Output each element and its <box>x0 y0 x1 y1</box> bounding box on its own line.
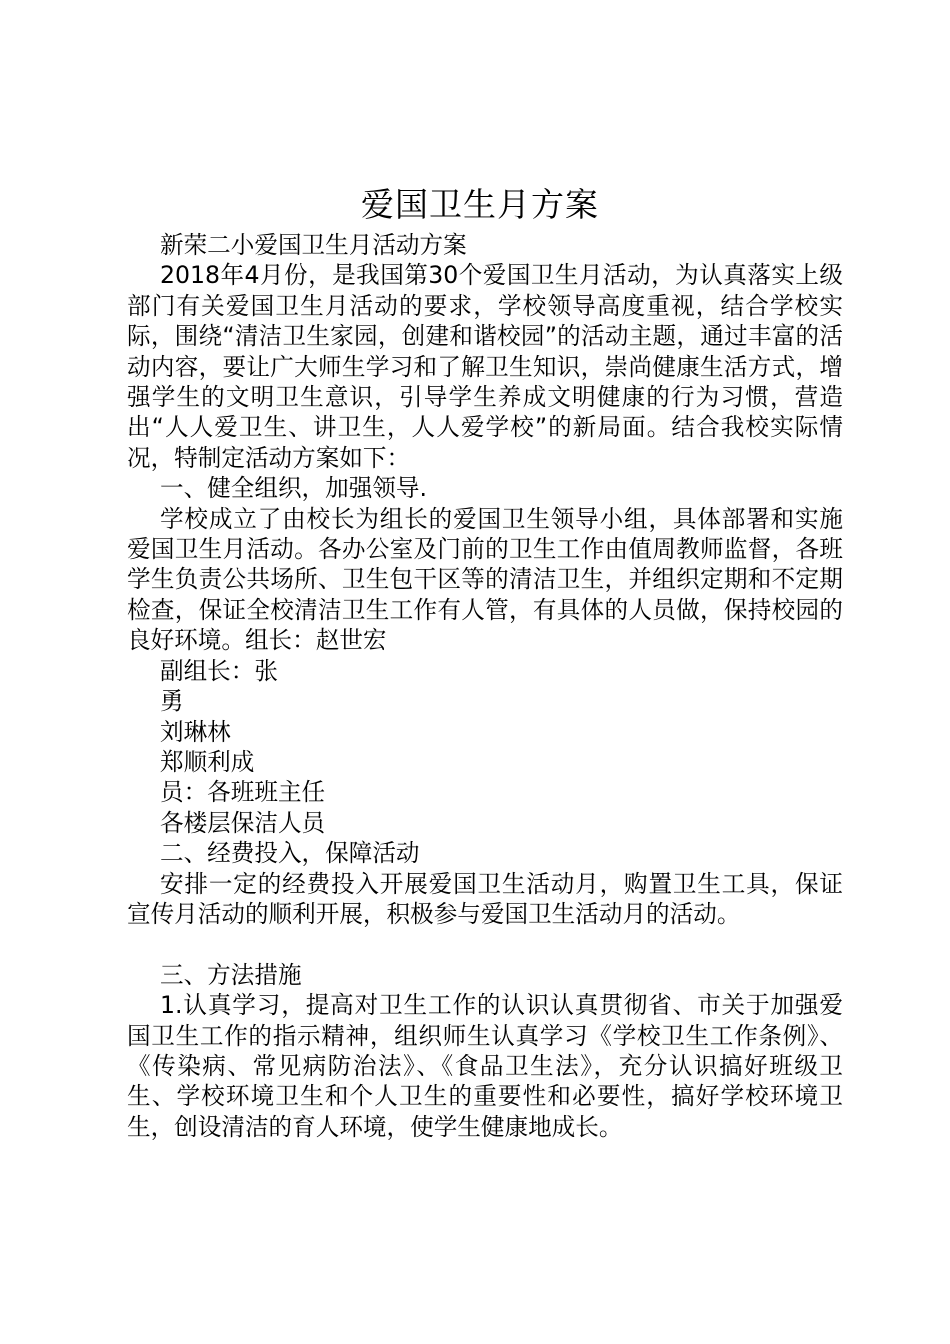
paragraph-organization: 学校成立了由校长为组长的爱国卫生领导小组，具体部署和实施爱国卫生月活动。各办公室及门前的卫生工作由值周教师监督，各班学生负责公共场所、卫生包干区等的清洁卫生，并组织定期和不定期检查，保证全校清洁卫生工作有人管，有具体的人员做，保持校园的良好环境。组长：赵世宏 <box>127 504 843 655</box>
member-line-members: 员：各班班主任 <box>160 778 326 807</box>
section-heading-2: 二、经费投入，保障活动 <box>160 839 420 868</box>
section-heading-1: 一、健全组织，加强领导. <box>160 474 428 503</box>
member-line-name: 勇 <box>160 687 184 716</box>
member-line-deputy: 副组长：张 <box>160 656 278 685</box>
paragraph-subtitle: 新荣二小爱国卫生月活动方案 <box>160 231 467 259</box>
member-line-name: 郑顺利成 <box>160 747 255 776</box>
document-body <box>127 230 843 1142</box>
member-line-name: 刘琳林 <box>160 717 231 746</box>
paragraph-intro: 2018年4月份，是我国第30个爱国卫生月活动，为认真落实上级部门有关爱国卫生月活动的要求，学校领导高度重视，结合学校实际，围绕“清洁卫生家园，创建和谐校园”的活动主题，通过丰富的活动内容，要让广大师生学习和了解卫生知识，崇尚健康生活方式，增强学生的文明卫生意识，引导学生养成文明健康的行为习惯，营造出“人人爱卫生、讲卫生，人人爱学校”的新局面。结合我校实际情况，特制定活动方案如下： <box>127 261 843 472</box>
paragraph-funding: 安排一定的经费投入开展爱国卫生活动月，购置卫生工具，保证宣传月活动的顺利开展，积极参与爱国卫生活动月的活动。 <box>127 869 843 928</box>
document-title: 爱国卫生月方案 <box>361 185 599 224</box>
paragraph-method-1: 1.认真学习，提高对卫生工作的认识认真贯彻省、市关于加强爱国卫生工作的指示精神，组织师生认真学习《学校卫生工作条例》、《传染病、常见病防治法》、《食品卫生法》，充分认识搞好班级卫生、学校环境卫生和个人卫生的重要性和必要性，搞好学校环境卫生，创设清洁的育人环境，使学生健康地成长。 <box>127 991 843 1141</box>
member-line-cleaners: 各楼层保洁人员 <box>160 808 326 837</box>
section-heading-3: 三、方法措施 <box>160 960 302 989</box>
